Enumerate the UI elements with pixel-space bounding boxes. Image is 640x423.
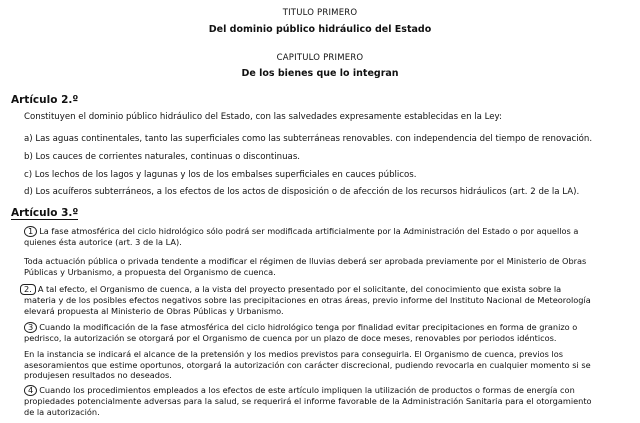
article-3-paragraph-2 <box>24 284 632 316</box>
article-3-paragraph-3 <box>24 322 632 344</box>
title-heading: TITULO PRIMERO <box>282 8 358 18</box>
article-2-intro: Constituyen el dominio público hidráulico del Estado, con las salvedades expresamente establecidas en la Ley: <box>24 112 502 122</box>
title-subheading: Del dominio público hidráulico del Estado <box>208 24 432 35</box>
paragraph-number-3: 3 <box>24 322 37 333</box>
article-2-item-b: b) Los cauces de corrientes naturales, continuas o discontinuas. <box>24 152 301 162</box>
article-3-paragraph-1b <box>24 256 632 277</box>
paragraph-2-line-1: A tal efecto, el Organismo de cuenca, a la vista del proyecto presentado por el solicitante, del conocimiento que exista sobre la <box>37 284 562 294</box>
paragraph-number-2: 2. <box>20 284 36 295</box>
article-3-paragraph-1 <box>24 226 632 248</box>
article-3-paragraph-3b <box>24 349 632 381</box>
paragraph-1b-line-1: Toda actuación pública o privada tendente a modificar el régimen de lluvias deberá ser aprobada previamente por el Ministerio de Obras <box>24 256 587 266</box>
paragraph-2-line-2: materia y de los posibles efectos negativos sobre las precipitaciones en otras áreas, previo informe del Instituto Nacional de Meteorología <box>24 295 591 305</box>
article-2-item-c: c) Los lechos de los lagos y lagunas y los de los embalses superficiales en cauces públicos. <box>24 170 417 180</box>
article-2-heading: Artículo 2.º <box>11 94 79 106</box>
paragraph-1b-line-2: Públicas y Urbanismo, a propuesta del Organismo de cuenca. <box>24 266 276 277</box>
paragraph-3b-line-2: asesoramientos que estime oportunos, otorgará la autorización con carácter discrecional, pudiendo revocarla en cualquier momento si se <box>24 359 591 370</box>
chapter-subheading: De los bienes que lo integran <box>241 68 399 79</box>
paragraph-4-line-3: de la autorización. <box>24 406 100 417</box>
paragraph-3b-line-1: En la instancia se indicará el alcance de la pretensión y los medios previstos para conseguirla. El Organismo de cuenca, previos los <box>24 349 564 359</box>
paragraph-1-line-2: quienes ésta autorice (art. 3 de la LA). <box>24 237 182 247</box>
article-3-heading: Artículo 3.º <box>11 207 79 219</box>
paragraph-number-1: 1 <box>24 226 37 237</box>
paragraph-1-line-1: La fase atmosférica del ciclo hidrológico sólo podrá ser modificada artificialmente por la Administración del Estado o por aquellos a <box>39 226 579 236</box>
paragraph-4-line-2: propiedades potencialmente adversas para la salud, se requerirá el informe favorable de la Administración Sanitaria para el otorgamiento <box>24 396 592 406</box>
paragraph-2-line-3: elevará propuesta al Ministerio de Obras Públicas y Urbanismo. <box>24 305 284 316</box>
paragraph-number-4: 4 <box>24 385 37 396</box>
article-2-item-d: d) Los acuíferos subterráneos, a los efectos de los actos de disposición o de afección de los recursos hidráulicos (art. 2 de la LA). <box>24 187 580 197</box>
paragraph-3b-line-3: produjesen resultados no deseados. <box>24 370 172 381</box>
article-3-paragraph-4 <box>24 385 632 417</box>
chapter-heading: CAPITULO PRIMERO <box>276 53 364 63</box>
article-2-item-a: a) Las aguas continentales, tanto las superficiales como las subterráneas renovables. con independencia del tiempo de renovación. <box>24 134 593 144</box>
paragraph-3-line-1: Cuando la modificación de la fase atmosférica del ciclo hidrológico tenga por finalidad evitar precipitaciones en forma de granizo o <box>39 322 578 332</box>
paragraph-3-line-2: pedrisco, la autorización se otorgará por el Organismo de cuenca por un plazo de doce meses, renovables por periodos idénticos. <box>24 333 557 343</box>
paragraph-4-line-1: Cuando los procedimientos empleados a los efectos de este artículo impliquen la utilización de productos o formas de energía con <box>39 385 575 395</box>
